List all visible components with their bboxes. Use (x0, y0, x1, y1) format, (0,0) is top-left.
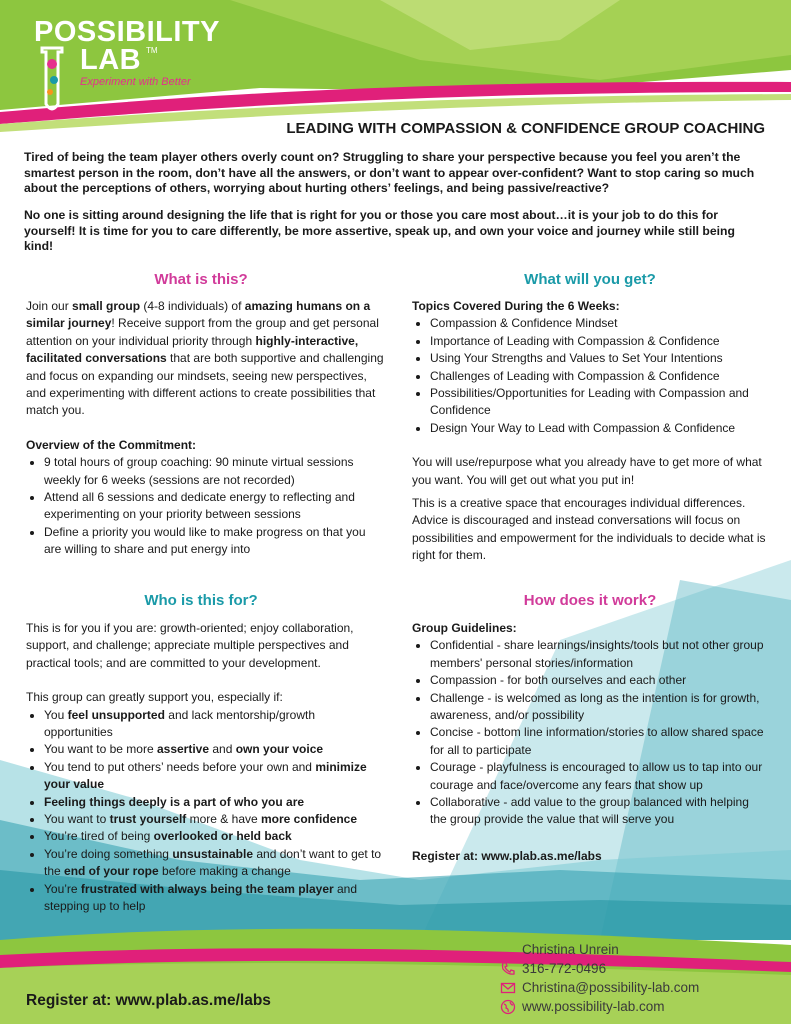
logo (28, 14, 228, 114)
intro-paragraph-1: Tired of being the team player others overly count on? Struggling to share your perspective because you feel you aren’t the smartest person in the room, don’t have all the answers, or don’t want to appear over-confident? Want to stop caring so much about the perceptions of others, worrying about hurting others’ feelings, and being passive/reactive? (24, 150, 755, 195)
globe-icon (500, 999, 516, 1015)
list-item: • Design Your Way to Lead with Compassion & Confidence (430, 420, 768, 437)
list-item: • Using Your Strengths and Values to Set Your Intentions (430, 350, 768, 367)
register-link-middle[interactable]: Register at: www.plab.as.me/labs (412, 848, 602, 863)
list-item: • Feeling things deeply is a part of who you are (44, 794, 384, 811)
overview-title: Overview of the Commitment: (26, 437, 197, 452)
list-item: • Challenges of Leading with Compassion & Confidence (430, 368, 768, 385)
flask-icon (28, 44, 76, 116)
who-is-this-for-list (26, 707, 384, 916)
contact-name: Christina Unrein (522, 942, 619, 957)
what-is-this-section (26, 298, 384, 559)
contact-block (500, 940, 699, 1016)
intro-paragraph-2: No one is sitting around designing the life that is right for you or those you care most about…it is your job to do this for yourself! It is time for you to care differently, be more assertive, speak up, and own your voice and journey while still being kind! (24, 208, 735, 253)
overview-list (26, 454, 384, 558)
contact-phone-row[interactable] (500, 959, 699, 978)
what-will-you-get-section (412, 298, 768, 565)
list-item: • Possibilities/Opportunities for Leading with Compassion and Confidence (430, 385, 768, 420)
contact-website: www.possibility-lab.com (522, 999, 665, 1014)
topics-title: Topics Covered During the 6 Weeks: (412, 299, 620, 313)
list-item: • You’re tired of being overlooked or held back (44, 828, 384, 845)
heading-what-is-this: What is this? (154, 271, 248, 288)
list-item: • Challenge - is welcomed as long as the intention is for growth, awareness, and/or possibility (430, 690, 768, 725)
how-does-it-work-section (412, 620, 768, 865)
what-will-you-get-paragraph-2: This is a creative space that encourages individual differences. Advice is discouraged and instead conversations will focus on possibilities and empowerment for the individuals to decide what is right for them. (412, 496, 766, 563)
heading-what-will-you-get: What will you get? (524, 271, 656, 288)
topics-list (412, 315, 768, 437)
logo-word-lab: LAB (80, 44, 142, 76)
list-item: • Define a priority you would like to make progress on that you are willing to share and put energy into (44, 524, 384, 559)
register-link-bottom[interactable]: Register at: www.plab.as.me/labs (26, 992, 271, 1009)
list-item: • Courage - playfulness is encouraged to allow us to tap into our courage and face/overcome any fears that show up (430, 759, 768, 794)
list-item: • Compassion & Confidence Mindset (430, 315, 768, 332)
contact-web-row[interactable] (500, 997, 699, 1016)
logo-trademark: TM (146, 46, 158, 55)
list-item: • Compassion - for both ourselves and each other (430, 672, 768, 689)
guidelines-title: Group Guidelines: (412, 621, 517, 635)
list-item: • You’re frustrated with always being the team player and stepping up to help (44, 881, 384, 916)
heading-how-does-it-work: How does it work? (523, 592, 657, 609)
what-will-you-get-paragraph-1: You will use/repurpose what you already have to get more of what you want. You will get out what you put in! (412, 455, 762, 487)
contact-email-row[interactable] (500, 978, 699, 997)
who-is-this-for-paragraph-1: This is for you if you are: growth-oriented; enjoy collaboration, support, and challenge; appreciate multiple perspectives and practical tools; and are committed to your development. (26, 621, 354, 670)
list-item: • You feel unsupported and lack mentorship/growth opportunities (44, 707, 384, 742)
list-item: • You want to trust yourself more & have more confidence (44, 811, 384, 828)
list-item: • You want to be more assertive and own your voice (44, 741, 384, 758)
contact-email: Christina@possibility-lab.com (522, 980, 700, 995)
logo-tagline: Experiment with Better (80, 76, 191, 88)
phone-icon (500, 961, 516, 977)
heading-who-is-this-for: Who is this for? (144, 592, 258, 609)
page-title: LEADING WITH COMPASSION & CONFIDENCE GROUP COACHING (286, 120, 765, 137)
list-item: • 9 total hours of group coaching: 90 minute virtual sessions weekly for 6 weeks (sessions are not recorded) (44, 454, 384, 489)
list-item: • Attend all 6 sessions and dedicate energy to reflecting and experimenting on your priority between sessions (44, 489, 384, 524)
contact-phone: 316-772-0496 (522, 961, 607, 976)
who-is-this-for-section (26, 620, 384, 916)
list-item: • Importance of Leading with Compassion & Confidence (430, 333, 768, 350)
logo-word-possibility: POSSIBILITY (34, 16, 220, 48)
who-is-this-for-paragraph-2: This group can greatly support you, especially if: (26, 690, 283, 705)
email-icon (500, 980, 516, 996)
list-item: • You tend to put others’ needs before your own and minimize your value (44, 759, 384, 794)
guidelines-list (412, 637, 768, 828)
what-is-this-paragraph: Join our small group (4-8 individuals) of amazing humans on a similar journey! Receive support from the group and get personal attention on your individual priority through highly-interactive, facilitated conversations that are both supportive and challenging and focus on expanding our mindsets, seeing new perspectives, and experimenting with different actions to create possibilities that match you. (26, 299, 384, 418)
list-item: • You’re doing something unsustainable and don’t want to get to the end of your rope before making a change (44, 846, 384, 881)
list-item: • Concise - bottom line information/stories to allow shared space for all to participate (430, 724, 768, 759)
list-item: • Confidential - share learnings/insights/tools but not other group members' personal stories/information (430, 637, 768, 672)
list-item: • Collaborative - add value to the group balanced with helping the group provide the value that will serve you (430, 794, 768, 829)
